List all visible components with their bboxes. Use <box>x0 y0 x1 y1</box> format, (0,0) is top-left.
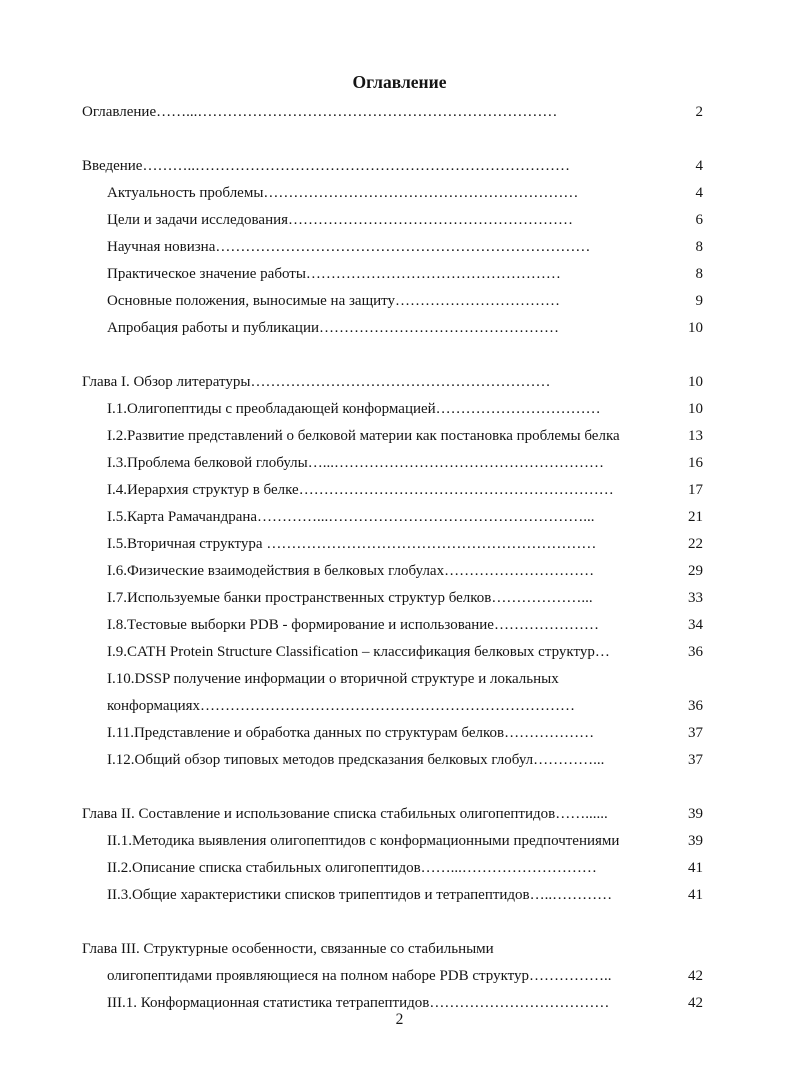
toc-entry-title: I.11.Представление и обработка данных по структурам белков……………… <box>107 725 595 741</box>
toc-entry <box>107 560 703 582</box>
toc-entry-page: 10 <box>688 401 703 417</box>
toc-entry-page: 41 <box>688 860 703 876</box>
toc-entry-title: Глава III. Структурные особенности, связанные со стабильными <box>82 941 494 957</box>
toc-entry-page: 2 <box>695 104 703 120</box>
toc-entry-title: олигопептидами проявляющиеся на полном наборе PDB структур…………….. <box>107 968 612 984</box>
toc-entry-page: 21 <box>688 509 703 525</box>
toc-entry-title: II.1.Методика выявления олигопептидов с конформационными предпочтениями <box>107 833 620 849</box>
toc-entry-title: Глава I. Обзор литературы…………………………………………………… <box>82 374 551 390</box>
toc-entry <box>107 209 703 231</box>
toc-entry-title: II.2.Описание списка стабильных олигопептидов……...……………………… <box>107 860 597 876</box>
toc-entry-page: 9 <box>695 293 703 309</box>
toc-entry <box>107 317 703 339</box>
toc-entry-title: Глава II. Составление и использование списка стабильных олигопептидов……...... <box>82 806 608 822</box>
toc-entry <box>107 722 703 744</box>
toc-entry-page: 4 <box>695 158 703 174</box>
toc-entry <box>107 452 703 474</box>
toc-entry-title: I.5.Карта Рамачандрана…………...……………………………………………... <box>107 509 595 525</box>
toc-entry-page: 36 <box>688 698 703 714</box>
toc-entry <box>82 101 703 123</box>
toc-entry-page: 37 <box>688 752 703 768</box>
toc-entry-title: I.9.CATH Protein Structure Classification – классификация белковых структур… <box>107 644 610 660</box>
toc-entry-page: 39 <box>688 833 703 849</box>
toc-entry-page: 39 <box>688 806 703 822</box>
page-title: Оглавление <box>352 72 447 92</box>
toc-entry-page: 41 <box>688 887 703 903</box>
toc-entry-title: Апробация работы и публикации………………………………………… <box>107 320 560 336</box>
toc-entry-page: 34 <box>688 617 703 633</box>
toc-entry-title: Практическое значение работы…………………………………………… <box>107 266 561 282</box>
toc-entry <box>107 587 703 609</box>
toc-entry-title: II.3.Общие характеристики списков трипептидов и тетрапептидов…..………… <box>107 887 613 903</box>
toc-entry-title: I.8.Тестовые выборки PDB - формирование и использование………………… <box>107 617 599 633</box>
toc-entry <box>82 803 703 825</box>
toc-entry-title: III.1. Конформационная статистика тетрапептидов……………………………… <box>107 995 610 1011</box>
toc-entry <box>107 965 703 987</box>
toc-entry <box>107 668 703 690</box>
toc-entry-title: I.1.Олигопептиды с преобладающей конформацией…………………………… <box>107 401 601 417</box>
toc-entry <box>82 938 703 960</box>
toc-entry-page: 22 <box>688 536 703 552</box>
toc-entry <box>107 290 703 312</box>
toc-entry-title: I.5.Вторичная структура ………………………………………………………… <box>107 536 597 552</box>
toc-entry-title: Актуальность проблемы……………………………………………………… <box>107 185 579 201</box>
toc-entry-page: 36 <box>688 644 703 660</box>
toc-entry-title: I.12.Общий обзор типовых методов предсказания белковых глобул…………... <box>107 752 605 768</box>
toc-entry-page: 42 <box>688 968 703 984</box>
toc-entry <box>107 614 703 636</box>
toc-entry-page: 8 <box>695 239 703 255</box>
toc-entry <box>107 425 703 447</box>
toc-entry <box>107 830 703 852</box>
toc-entry-title: I.3.Проблема белковой глобулы…...……………………………………………… <box>107 455 604 471</box>
toc-entry-page: 6 <box>695 212 703 228</box>
toc-entry-page: 29 <box>688 563 703 579</box>
toc-entry <box>107 263 703 285</box>
toc-entry-page: 8 <box>695 266 703 282</box>
toc-entry-title: Основные положения, выносимые на защиту…………………………… <box>107 293 561 309</box>
toc-entry-title: Научная новизна………………………………………………………………… <box>107 239 591 255</box>
toc-entry-title: I.2.Развитие представлений о белковой материи как постановка проблемы белка <box>107 428 620 444</box>
toc-entry <box>107 641 703 663</box>
toc-entry-page: 10 <box>688 320 703 336</box>
toc-entry-page: 37 <box>688 725 703 741</box>
toc-entry <box>107 182 703 204</box>
toc-entry <box>107 695 703 717</box>
toc-entry-page: 33 <box>688 590 703 606</box>
toc-entry <box>82 155 703 177</box>
toc-entry <box>107 398 703 420</box>
toc-entry <box>82 371 703 393</box>
toc-entry-page: 13 <box>688 428 703 444</box>
toc-entry <box>107 533 703 555</box>
toc-entry <box>107 506 703 528</box>
toc-entry-title: I.10.DSSP получение информации о вторичной структуре и локальных <box>107 671 559 687</box>
toc-entry-title: I.4.Иерархия структур в белке……………………………………………………… <box>107 482 614 498</box>
toc-entry-page: 17 <box>688 482 703 498</box>
toc-entry-title: Оглавление……...……………………………………………………………… <box>82 104 558 120</box>
toc-entry <box>107 236 703 258</box>
toc-entry-title: Введение………..………………………………………………………………… <box>82 158 570 174</box>
toc-entry-title: Цели и задачи исследования………………………………………………… <box>107 212 574 228</box>
toc-entry <box>107 749 703 771</box>
toc-entry-title: I.6.Физические взаимодействия в белковых глобулах………………………… <box>107 563 595 579</box>
toc-entry-page: 10 <box>688 374 703 390</box>
toc-entry-title: конформациях………………………………………………………………… <box>107 698 576 714</box>
toc-entry-page: 4 <box>695 185 703 201</box>
toc-entry <box>107 479 703 501</box>
toc-entry-page: 42 <box>688 995 703 1011</box>
toc-entry <box>107 857 703 879</box>
toc-entry <box>107 884 703 906</box>
toc-entry-title: I.7.Используемые банки пространственных структур белков………………... <box>107 590 593 606</box>
page-number: 2 <box>395 1011 404 1028</box>
toc-entry-page: 16 <box>688 455 703 471</box>
